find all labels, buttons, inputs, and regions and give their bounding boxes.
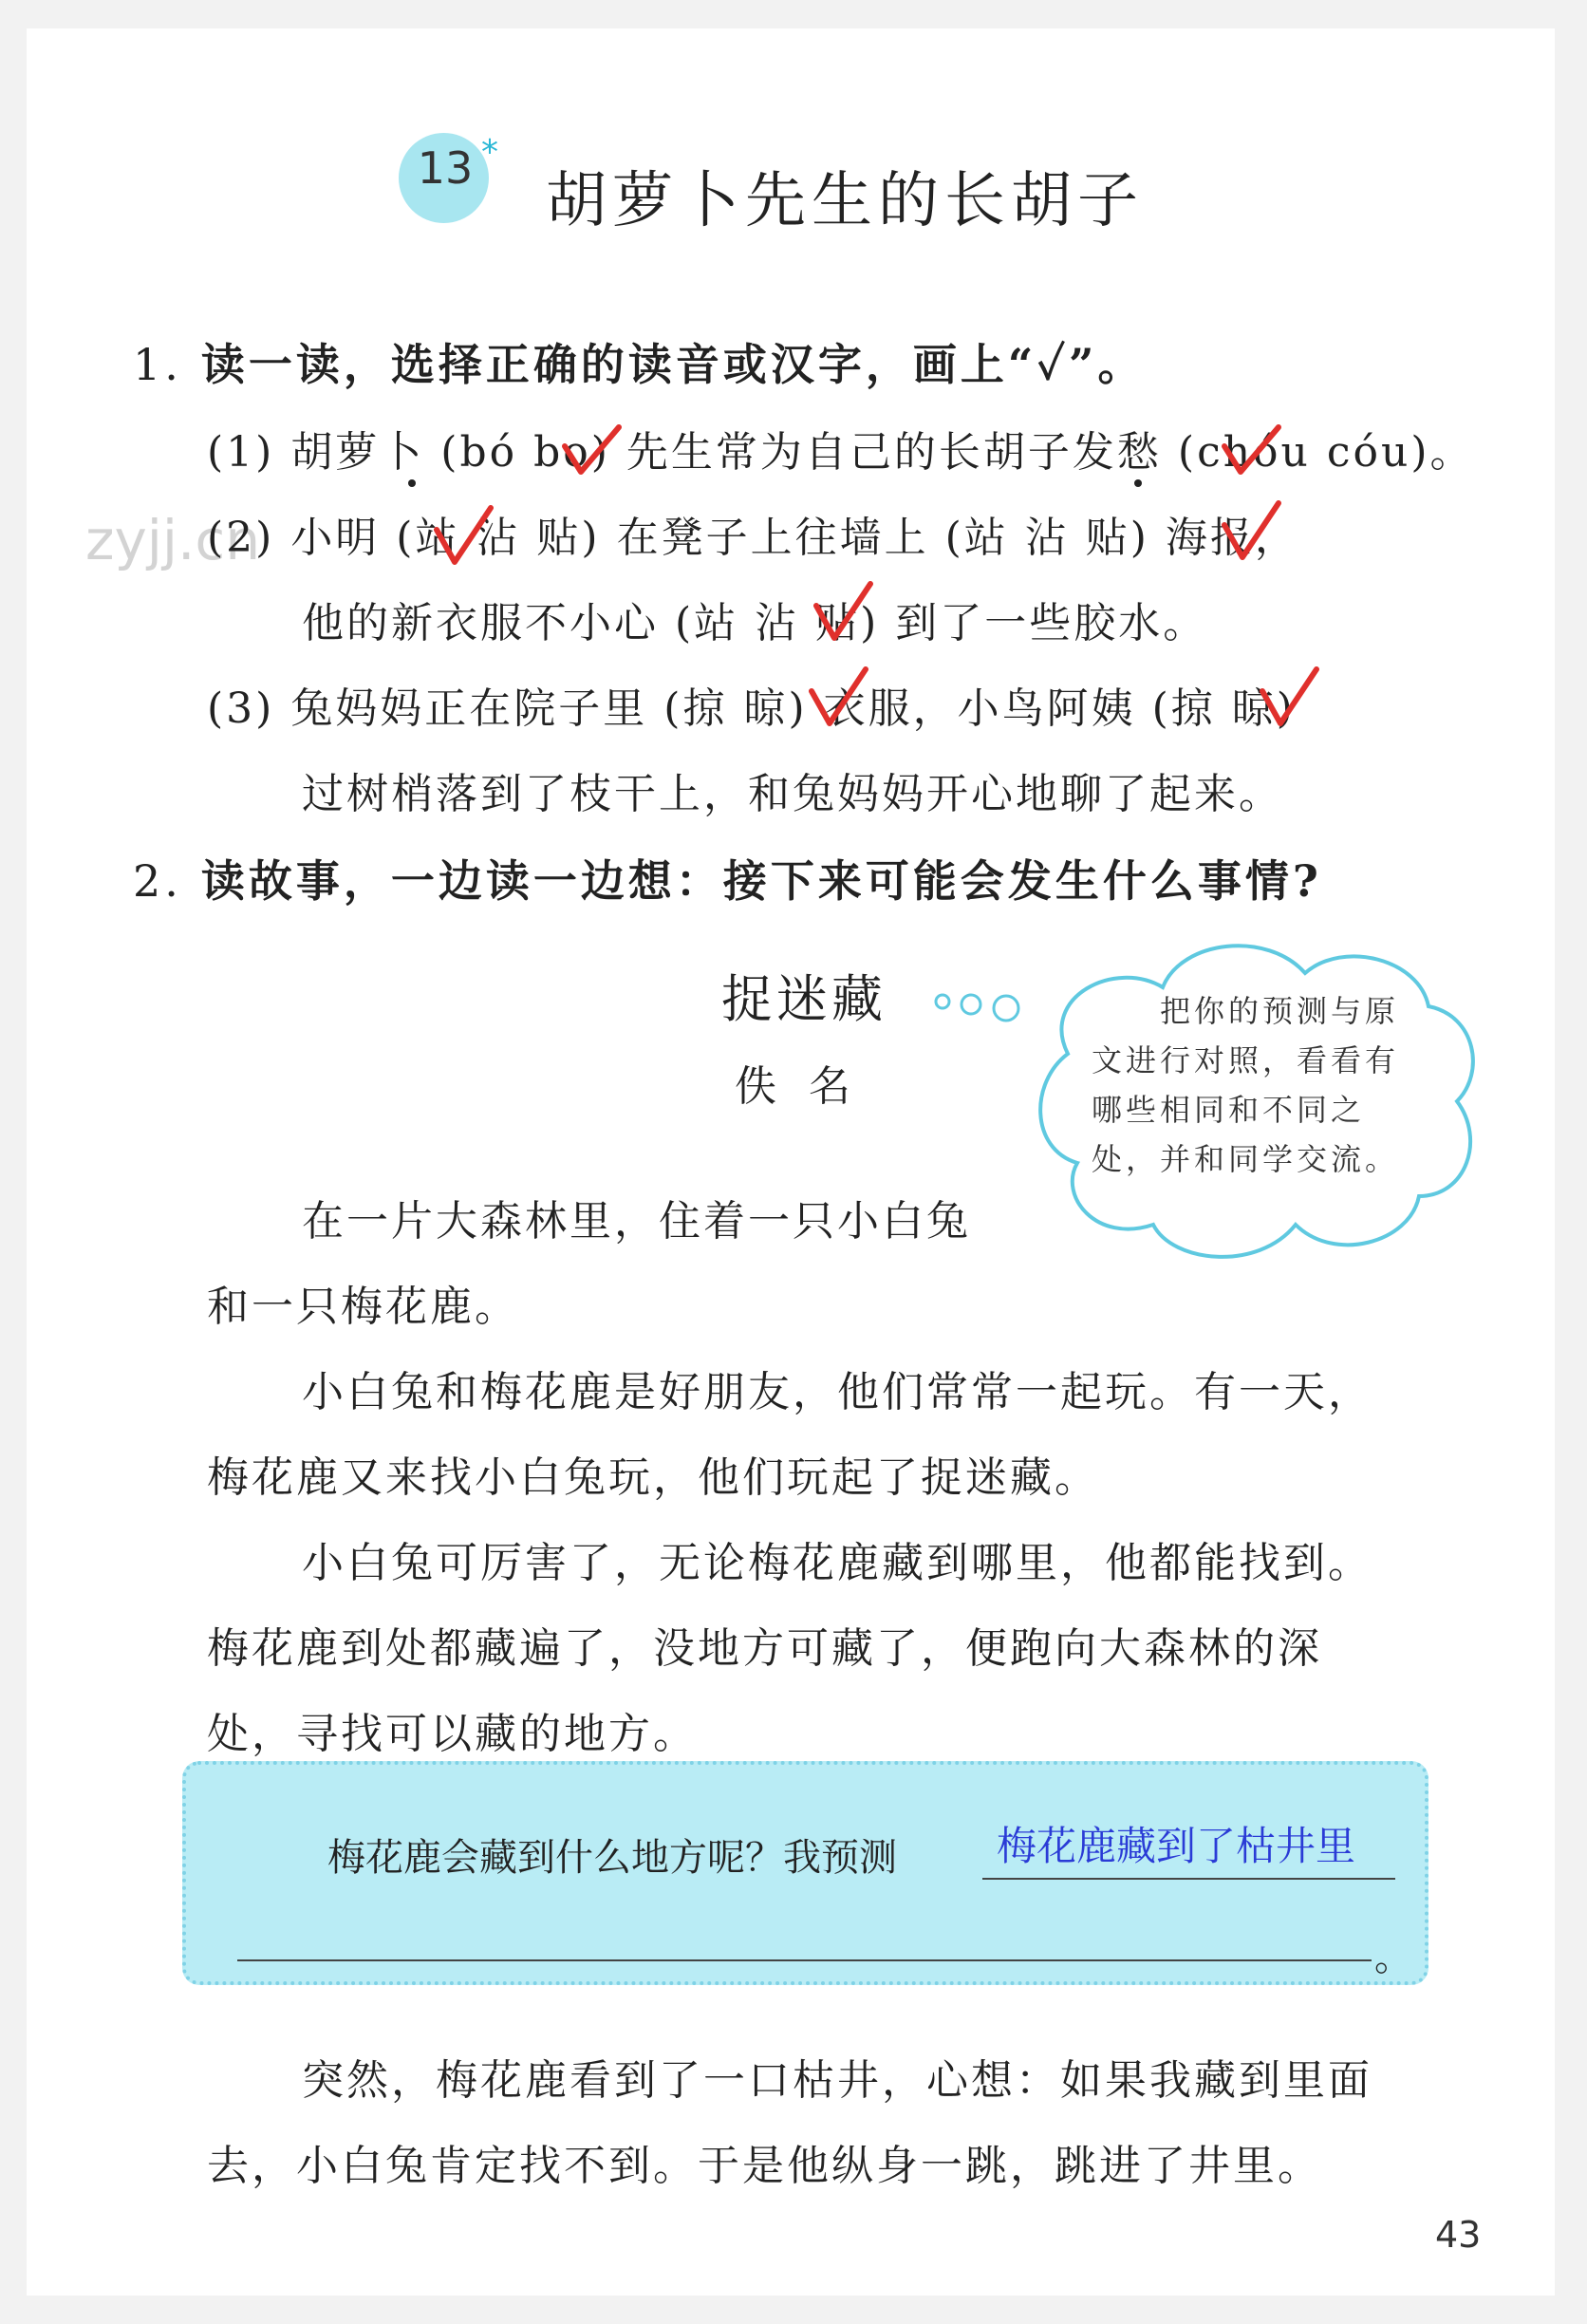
q1-item-3-line-1: (3) 兔妈妈正在院子里 (掠 晾) 衣服，小鸟阿姨 (掠 晾) (207, 684, 1296, 733)
answer-underline (982, 1878, 1395, 1880)
watermark: zyjj.cn (85, 508, 261, 572)
story-line: 梅花鹿又来找小白兔玩，他们玩起了捉迷藏。 (207, 1453, 1099, 1502)
page-number: 43 (1435, 2214, 1482, 2256)
check-mark-icon (432, 503, 498, 570)
emphasis-dot (408, 479, 416, 487)
question-number: 1. (133, 339, 182, 390)
story-line: 和一只梅花鹿。 (207, 1283, 519, 1331)
bubble-line: 哪些相同和不同之 (1092, 1092, 1366, 1128)
question-number: 2. (133, 855, 182, 907)
q1-item-2-line-2: 他的新衣服不小心 (站 沾 贴) 到了一些胶水。 (302, 599, 1208, 647)
story-line: 突然，梅花鹿看到了一口枯井，心想：如果我藏到里面 (302, 2056, 1372, 2105)
star-mark: * (481, 133, 498, 172)
prediction-prompt: 梅花鹿会藏到什么地方呢？我预测 (327, 1836, 897, 1880)
question-2 (133, 847, 1322, 909)
prediction-end: 。 (1374, 1936, 1412, 1979)
check-mark-icon (1258, 665, 1324, 731)
story-title: 捉迷藏 (721, 969, 887, 1029)
story-line: 去，小白兔肯定找不到。于是他纵身一跳，跳进了井里。 (207, 2142, 1322, 2190)
story-author: 佚名 (735, 1062, 883, 1111)
story-line: 梅花鹿到处都藏遍了，没地方可藏了，便跑向大森林的深 (207, 1624, 1322, 1673)
check-mark-icon (1220, 498, 1286, 565)
bubble-line: 文进行对照，看看有 (1092, 1042, 1400, 1078)
q1-item-2-line-1: (2) 小明 (站 沾 贴) 在凳子上往墙上 (站 沾 贴) 海报， (207, 514, 1299, 562)
check-mark-icon (807, 665, 873, 731)
q1-item-3-line-2: 过树梢落到了枝干上，和兔妈妈开心地聊了起来。 (302, 770, 1283, 818)
check-mark-icon (812, 579, 878, 646)
lesson-number: 13 (417, 142, 474, 194)
story-line: 小白兔和梅花鹿是好朋友，他们常常一起玩。有一天， (302, 1368, 1372, 1416)
answer-underline (237, 1959, 1372, 1961)
question-instruction: 读一读，选择正确的读音或汉字，画上“✓”。 (200, 339, 1146, 390)
bubble-line: 处，并和同学交流。 (1092, 1141, 1400, 1177)
q1-item-1: (1) 胡萝卜 (bó bo) 先生常为自己的长胡子发愁 (chóu cóu)。 (207, 428, 1475, 477)
story-line: 处，寻找可以藏的地方。 (207, 1710, 698, 1758)
check-mark-icon (1220, 422, 1286, 479)
prediction-answer[interactable]: 梅花鹿藏到了枯井里 (997, 1823, 1356, 1869)
story-line: 小白兔可厉害了，无论梅花鹿藏到哪里，他都能找到。 (302, 1539, 1372, 1587)
question-instruction: 读故事，一边读一边想：接下来可能会发生什么事情? (200, 855, 1322, 907)
story-line: 在一片大森林里，住着一只小白兔 (302, 1197, 971, 1246)
lesson-title: 胡萝卜先生的长胡子 (546, 166, 1144, 236)
check-mark-icon (560, 422, 626, 479)
bubble-line: 把你的预测与原 (1160, 993, 1400, 1029)
emphasis-dot (1134, 479, 1142, 487)
question-1 (133, 330, 1146, 393)
